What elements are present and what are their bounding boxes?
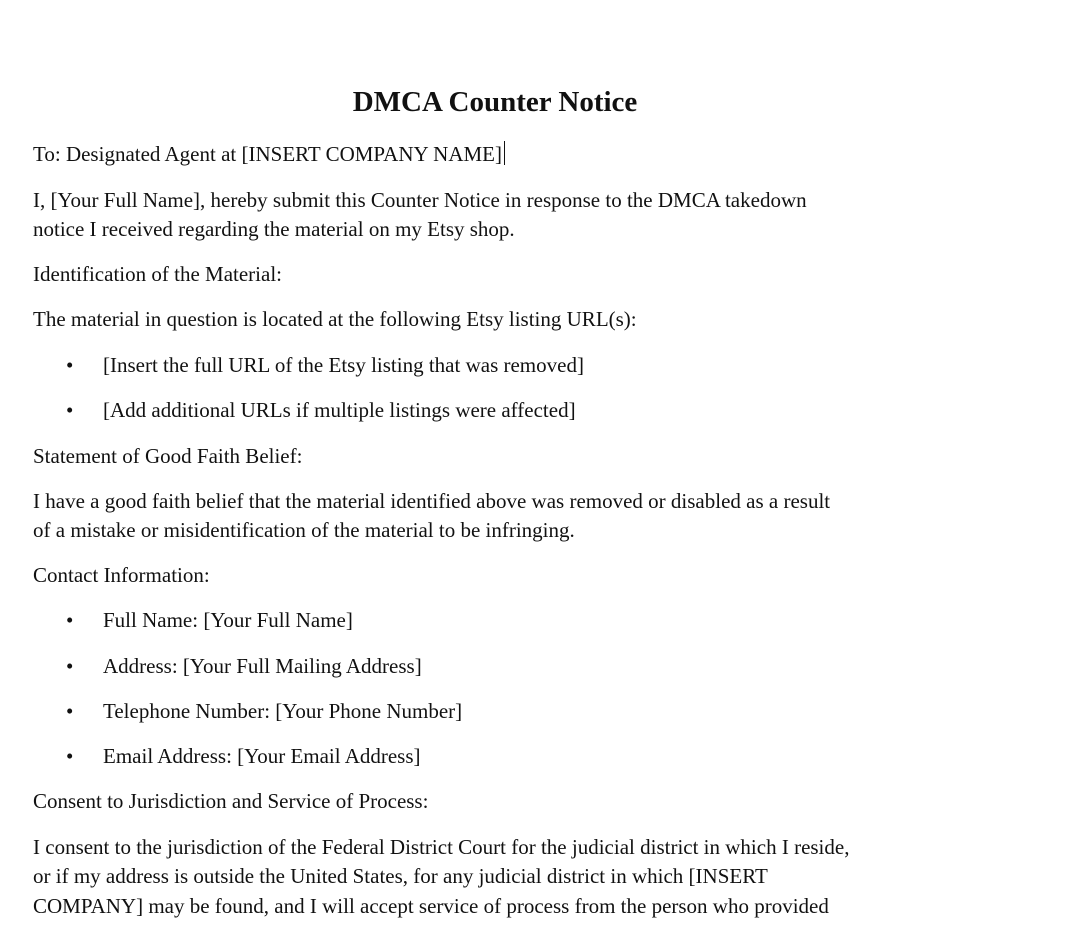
contact-heading: Contact Information: bbox=[33, 563, 210, 587]
good-faith-line-1: I have a good faith belief that the material identified above was removed or disabled as a result bbox=[33, 489, 831, 513]
list-item bbox=[66, 742, 421, 771]
list-item-text: Full Name: [Your Full Name] bbox=[103, 608, 353, 632]
list-item bbox=[66, 396, 576, 425]
list-item-text: Telephone Number: [Your Phone Number] bbox=[103, 699, 463, 723]
consent-line-2: or if my address is outside the United States, for any judicial district in which [INSERT bbox=[33, 864, 768, 888]
list-item bbox=[66, 351, 584, 380]
good-faith-line-2: of a mistake or misidentification of the material to be infringing. bbox=[33, 518, 575, 542]
list-item-text: [Insert the full URL of the Etsy listing that was removed] bbox=[103, 353, 584, 377]
list-item-text: Email Address: [Your Email Address] bbox=[103, 744, 421, 768]
consent-heading: Consent to Jurisdiction and Service of Process: bbox=[33, 789, 429, 813]
bullet-icon: • bbox=[66, 744, 74, 768]
text-cursor bbox=[504, 141, 505, 165]
list-item bbox=[66, 697, 463, 726]
bullet-icon: • bbox=[66, 699, 74, 723]
identification-text: The material in question is located at the following Etsy listing URL(s): bbox=[33, 307, 637, 331]
consent-line-1: I consent to the jurisdiction of the Federal District Court for the judicial district in which I reside, bbox=[33, 835, 850, 859]
good-faith-heading: Statement of Good Faith Belief: bbox=[33, 444, 303, 468]
to-line-text: To: Designated Agent at [INSERT COMPANY NAME] bbox=[33, 142, 502, 166]
to-line[interactable] bbox=[33, 140, 973, 169]
consent-line-3: COMPANY] may be found, and I will accept service of process from the person who provided bbox=[33, 894, 829, 918]
bullet-icon: • bbox=[66, 608, 74, 632]
intro-line-2: notice I received regarding the material on my Etsy shop. bbox=[33, 217, 515, 241]
page-title: DMCA Counter Notice bbox=[352, 86, 638, 118]
identification-heading: Identification of the Material: bbox=[33, 262, 282, 286]
list-item-text: Address: [Your Full Mailing Address] bbox=[103, 654, 422, 678]
list-item bbox=[66, 652, 422, 681]
bullet-icon: • bbox=[66, 398, 74, 422]
intro-line-1: I, [Your Full Name], hereby submit this Counter Notice in response to the DMCA takedown bbox=[33, 188, 807, 212]
list-item-text: [Add additional URLs if multiple listings were affected] bbox=[103, 398, 576, 422]
bullet-icon: • bbox=[66, 654, 74, 678]
list-item bbox=[66, 606, 353, 635]
bullet-icon: • bbox=[66, 353, 74, 377]
